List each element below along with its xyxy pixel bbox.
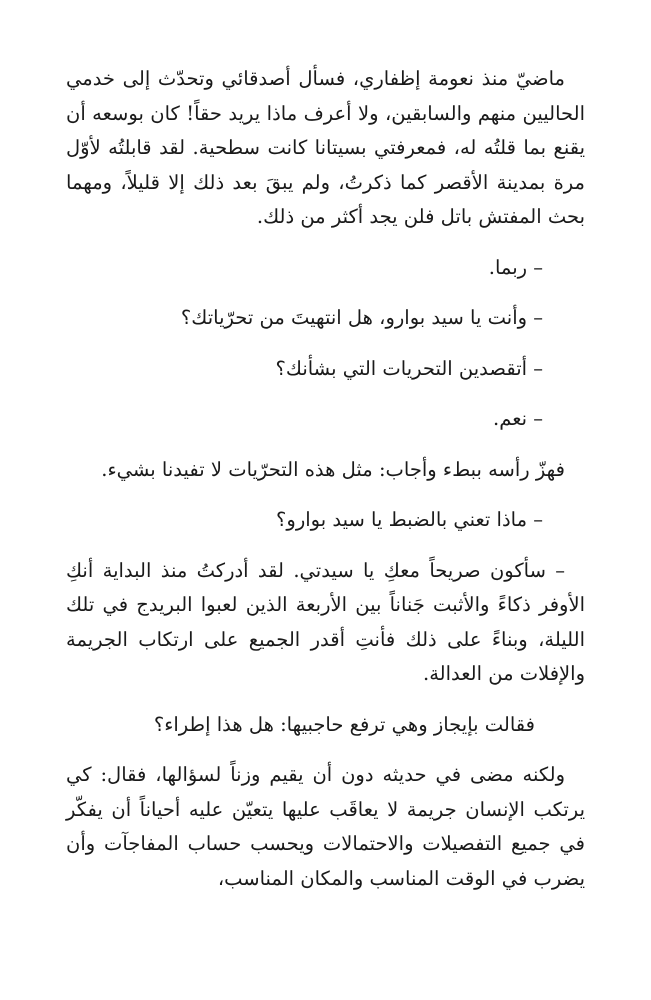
book-page-text: [66, 62, 585, 896]
paragraph-6: فهزّ رأسه ببطء وأجاب: مثل هذه التحرّيات لا تفيدنا بشيء.: [101, 457, 565, 481]
paragraph-2: – ربما.: [488, 255, 543, 279]
paragraph-8: – سأكون صريحاً معكِ يا سيدتي. لقد أدركتُ منذ البداية أنكِ الأوفر ذكاءً والأثبت جَناناً بين الأربعة الذين لعبوا البريدج في تلك الليلة، وبناءً على ذلك فأنتِ أقدر الجميع على ارتكاب الجريمة والإفلات من العدالة.: [66, 558, 585, 685]
paragraph-9: فقالت بإيجاز وهي ترفع حاجبيها: هل هذا إطراء؟: [153, 712, 535, 736]
paragraph-7: – ماذا تعني بالضبط يا سيد بوارو؟: [276, 508, 543, 531]
paragraph-1: ماضيّ منذ نعومة إظفاري، فسأل أصدقائي وتحدّث إلى خدمي الحاليين منهم والسابقين، ولا أعرف ماذا يريد حقاً! كان بوسعه أن يقنع بما قلتُه له، فمعرفتي بسيتانا كانت سطحية. لقد قابلتُه لأوّل مرة بمدينة الأقصر كما ذكرتُ، ولم يبقَ بعد ذلك إلا قليلاً، ومهما بحث المفتش باتل فلن يجد أكثر من ذلك.: [66, 67, 585, 228]
paragraph-5: – نعم.: [493, 407, 543, 430]
paragraph-4: – أتقصدين التحريات التي بشأنك؟: [275, 356, 543, 380]
paragraph-10: ولكنه مضى في حديثه دون أن يقيم وزناً لسؤالها، فقال: كي يرتكب الإنسان جريمة لا يعاقَب عليها يتعيّن عليه أحياناً أن يفكّر في جميع التفصيلات والاحتمالات ويحسب حساب المفاجآت وأن يضرب في الوقت المناسب والمكان المناسب،: [66, 763, 585, 890]
paragraph-3: – وأنت يا سيد بوارو، هل انتهيتَ من تحرّياتك؟: [180, 306, 543, 329]
